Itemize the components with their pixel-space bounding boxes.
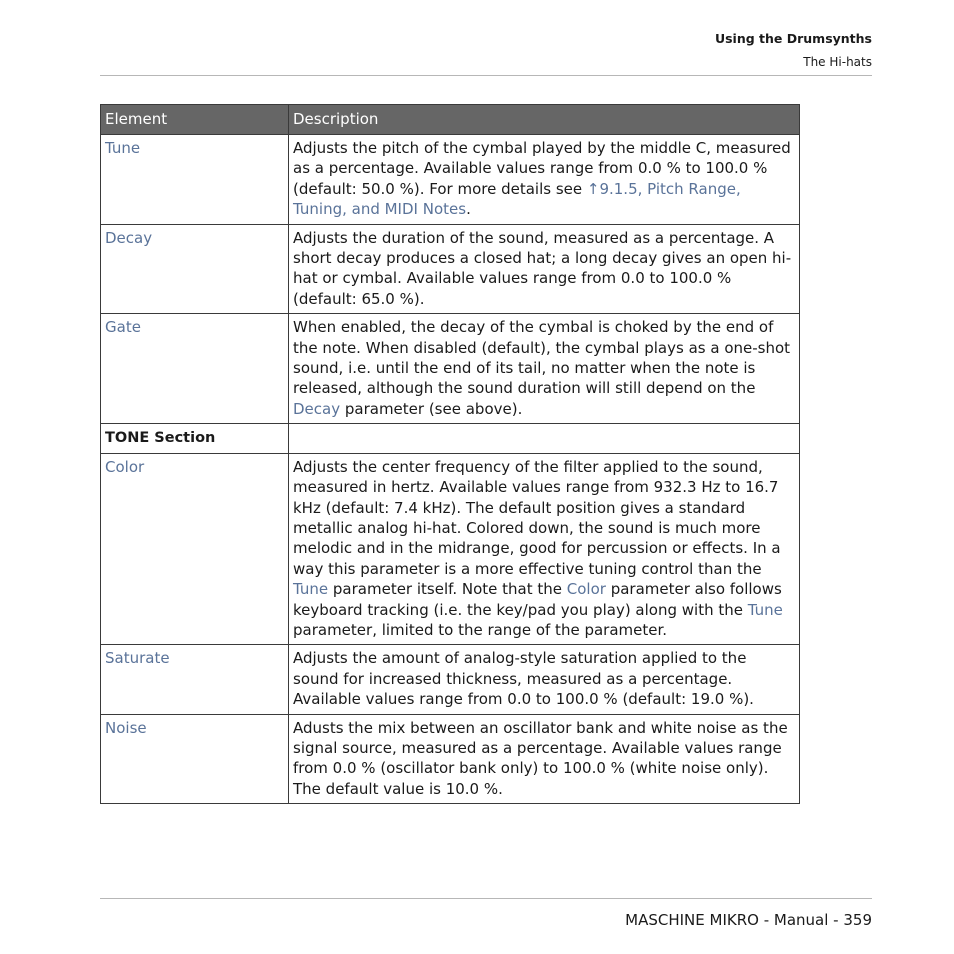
table-row-color — [101, 453, 800, 645]
section-title: The Hi-hats — [803, 55, 872, 69]
element-link-noise[interactable]: Noise — [105, 718, 147, 737]
table-row-saturate — [101, 645, 800, 714]
description-decay: Adjusts the duration of the sound, measured as a percentage. A short decay produces a closed hat; a long decay gives an open hi-hat or cymbal. Available values range from 0.0 to 100.0 % (default: 65.0 %). — [289, 224, 800, 314]
table-row-gate — [101, 314, 800, 424]
cross-reference-link[interactable]: ↑9.1.5, Pitch Range, Tuning, and MIDI Notes — [293, 179, 741, 219]
inline-link-tune[interactable]: Tune — [293, 580, 329, 599]
table-row-tune — [101, 135, 800, 225]
table-row-noise — [101, 714, 800, 804]
description-tune: Adjusts the pitch of the cymbal played by the middle C, measured as a percentage. Available values range from 0.0 % to 100.0 % (default: 50.0 %). For more details see ↑9.1.5, Pitch Range, Tuning, and MIDI Notes. — [289, 135, 800, 225]
description-color: Adjusts the center frequency of the filter applied to the sound, measured in hertz. Available values range from 932.3 Hz to 16.7 kHz (default: 7.4 kHz). The default position gives a standard metallic analog hi-hat. Colored down, the sound is much more melodic and in the midrange, good for percussion or effects. In a way this parameter is a more effective tuning control than the Tune parameter itself. Note that the Color parameter also follows keyboard tracking (i.e. the key/pad you play) along with the Tune parameter, limited to the range of the parameter. — [289, 453, 800, 645]
element-link-tune[interactable]: Tune — [105, 139, 141, 157]
column-header-description: Description — [289, 105, 800, 135]
description-gate: When enabled, the decay of the cymbal is choked by the end of the note. When disabled (default), the cymbal plays as a one-shot sound, i.e. until the end of its tail, no matter when the note is released, although the sound duration will still depend on the Decay parameter (see above). — [289, 314, 800, 424]
element-link-saturate[interactable]: Saturate — [105, 649, 170, 668]
table-header-row — [101, 105, 800, 135]
page-footer: MASCHINE MIKRO - Manual - 359 — [625, 911, 872, 929]
header-divider — [100, 75, 872, 76]
section-label: TONE Section — [105, 430, 216, 447]
inline-link-color[interactable]: Color — [566, 580, 606, 599]
footer-divider — [100, 898, 872, 899]
description-noise: Adusts the mix between an oscillator bank and white noise as the signal source, measured as a percentage. Available values range from 0.0 % (oscillator bank only) to 100.0 % (white noise only). The default value is 10.0 %. — [289, 714, 800, 804]
element-link-decay[interactable]: Decay — [105, 228, 153, 247]
table-row-decay — [101, 224, 800, 314]
inline-link-decay[interactable]: Decay — [293, 399, 341, 418]
inline-link-tune-2[interactable]: Tune — [747, 600, 783, 619]
parameter-table — [100, 104, 800, 804]
description-saturate: Adjusts the amount of analog-style saturation applied to the sound for increased thickness, measured as a percentage. Available values range from 0.0 to 100.0 % (default: 19.0 %). — [289, 645, 800, 714]
table-row-section — [101, 424, 800, 453]
column-header-element: Element — [101, 105, 289, 135]
element-link-color[interactable]: Color — [105, 457, 145, 476]
chapter-title: Using the Drumsynths — [714, 31, 872, 46]
section-empty-cell — [289, 424, 800, 453]
element-link-gate[interactable]: Gate — [105, 318, 141, 337]
